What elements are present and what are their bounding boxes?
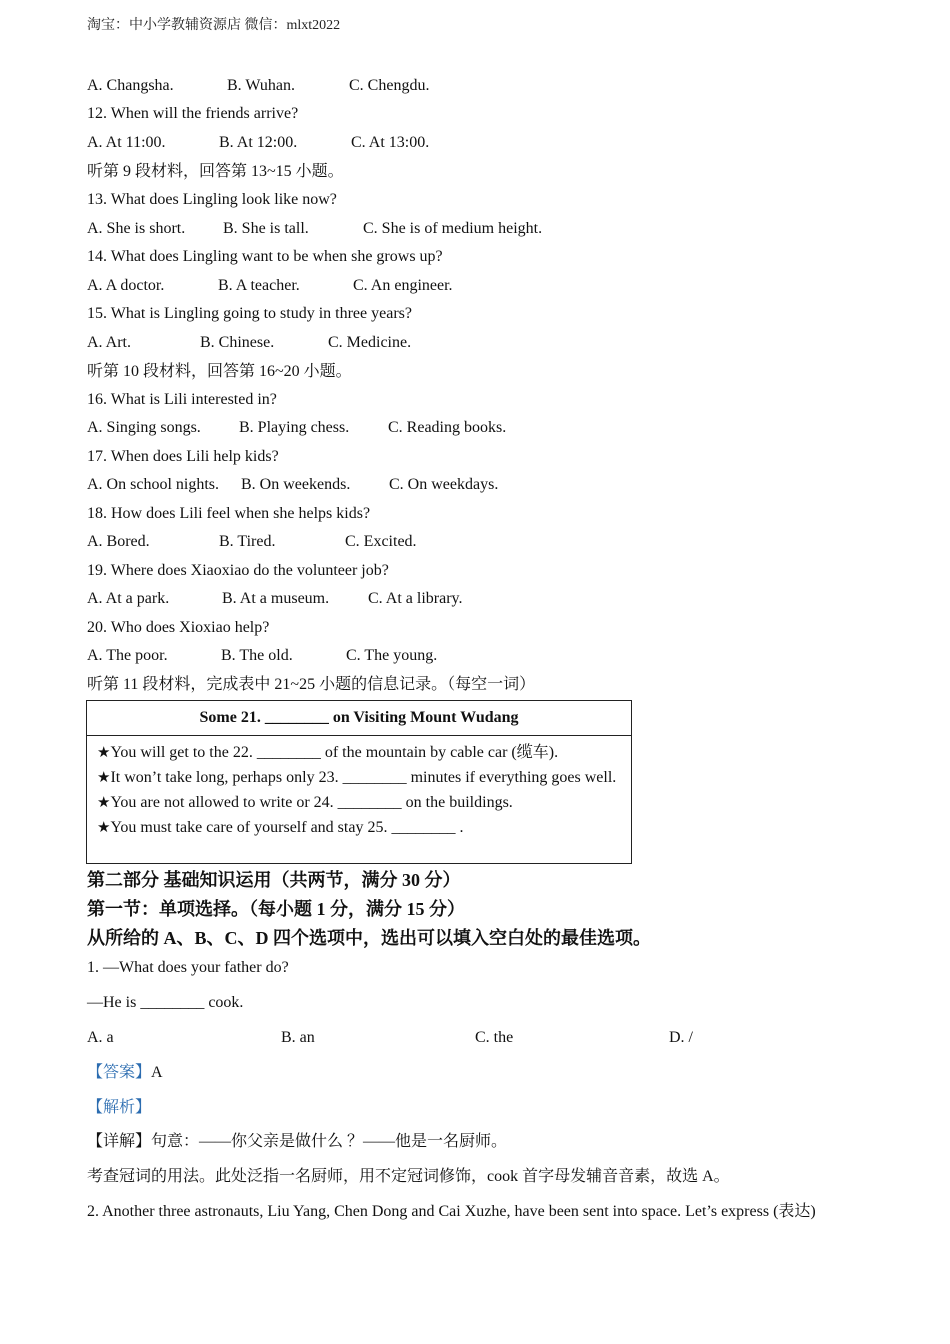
q11-option-b: B. Wuhan. <box>227 77 295 94</box>
q19-option-b: B. At a museum. <box>222 590 330 607</box>
q14-option-b: B. A teacher. <box>218 277 300 294</box>
q11-option-a: A. Changsha. <box>87 77 174 94</box>
q13-option-c: C. She is of medium height. <box>363 220 543 237</box>
q14-text: 14. What does Lingling want to be when she grows up? <box>87 248 443 265</box>
q18-option-b: B. Tired. <box>219 533 276 550</box>
q17-option-b: B. On weekends. <box>241 476 351 493</box>
q16-option-a: A. Singing songs. <box>87 419 201 436</box>
q17-text: 17. When does Lili help kids? <box>87 448 279 465</box>
q17-option-c: C. On weekdays. <box>389 476 499 493</box>
table-row-text: You will get to the 22. ________ of the mountain by cable car (缆车). <box>110 744 559 761</box>
q15-option-b: B. Chinese. <box>200 334 275 351</box>
analysis-label: 【解析】 <box>87 1099 152 1116</box>
table-row <box>97 792 621 813</box>
answer-value: A <box>151 1064 163 1081</box>
q12-text: 12. When will the friends arrive? <box>87 105 299 122</box>
q14-option-a: A. A doctor. <box>87 277 165 294</box>
table-body <box>87 736 631 838</box>
table-row-text: It won’t take long, perhaps only 23. ________ minutes if everything goes well. <box>110 769 617 786</box>
q18-option-a: A. Bored. <box>87 533 150 550</box>
star-icon: ★ <box>97 768 111 786</box>
q19-option-c: C. At a library. <box>368 590 463 607</box>
mc1-detail: 【详解】句意：——你父亲是做什么 ？——他是一名厨师。 <box>87 1133 508 1150</box>
table-row-text: You must take care of yourself and stay 25. ________ . <box>110 819 464 836</box>
mc1-explanation: 考查冠词的用法。此处泛指一名厨师，用不定冠词修饰，cook 首字母发辅音音素，故选 A。 <box>87 1168 730 1185</box>
section9-heading: 听第 9 段材料，回答第 13~15 小题。 <box>87 163 344 180</box>
q2-text: 2. Another three astronauts, Liu Yang, Chen Dong and Cai Xuzhe, have been sent into space. Let’s express (表达) <box>87 1203 816 1220</box>
info-table <box>86 700 632 864</box>
answer-label: 【答案】 <box>87 1064 152 1081</box>
q18-text: 18. How does Lili feel when she helps kids? <box>87 505 371 522</box>
q20-option-c: C. The young. <box>346 647 438 664</box>
q17-option-a: A. On school nights. <box>87 476 219 493</box>
mc1-option-c: C. the <box>475 1029 514 1046</box>
instruction: 从所给的 A、B、C、D 四个选项中，选出可以填入空白处的最佳选项。 <box>87 928 651 948</box>
q15-option-a: A. Art. <box>87 334 131 351</box>
section1-title: 第一节：单项选择。（每小题 1 分，满分 15 分） <box>87 899 465 919</box>
mc1-option-d: D. / <box>669 1029 693 1046</box>
mc1-reply: —He is ________ cook. <box>87 994 244 1011</box>
q20-text: 20. Who does Xioxiao help? <box>87 619 270 636</box>
q14-option-c: C. An engineer. <box>353 277 453 294</box>
q16-option-c: C. Reading books. <box>388 419 507 436</box>
q13-option-a: A. She is short. <box>87 220 186 237</box>
page-header: 淘宝：中小学教辅资源店 微信：mlxt2022 <box>87 18 341 33</box>
q11-option-c: C. Chengdu. <box>349 77 430 94</box>
q20-option-a: A. The poor. <box>87 647 168 664</box>
q19-text: 19. Where does Xiaoxiao do the volunteer job? <box>87 562 389 579</box>
q12-option-a: A. At 11:00. <box>87 134 166 151</box>
q13-option-b: B. She is tall. <box>223 220 309 237</box>
q13-text: 13. What does Lingling look like now? <box>87 191 337 208</box>
mc1-option-b: B. an <box>281 1029 315 1046</box>
q19-option-a: A. At a park. <box>87 590 170 607</box>
q16-option-b: B. Playing chess. <box>239 419 350 436</box>
table-title: Some 21. ________ on Visiting Mount Wudang <box>87 701 631 736</box>
q18-option-c: C. Excited. <box>345 533 417 550</box>
table-row-text: You are not allowed to write or 24. ________ on the buildings. <box>110 794 513 811</box>
part2-title: 第二部分 基础知识运用（共两节，满分 30 分） <box>87 870 461 890</box>
table-row <box>97 767 621 788</box>
mc1-answer <box>87 1063 163 1083</box>
star-icon: ★ <box>97 743 111 761</box>
star-icon: ★ <box>97 818 111 836</box>
q12-option-b: B. At 12:00. <box>219 134 298 151</box>
q15-text: 15. What is Lingling going to study in three years? <box>87 305 412 322</box>
section10-heading: 听第 10 段材料，回答第 16~20 小题。 <box>87 363 352 380</box>
q15-option-c: C. Medicine. <box>328 334 412 351</box>
mc1-question: 1. —What does your father do? <box>87 959 289 976</box>
table-row <box>97 742 621 763</box>
table-row <box>97 817 621 838</box>
mc1-option-a: A. a <box>87 1029 114 1046</box>
section11-heading: 听第 11 段材料，完成表中 21~25 小题的信息记录。（每空一词） <box>87 676 536 693</box>
q16-text: 16. What is Lili interested in? <box>87 391 277 408</box>
star-icon: ★ <box>97 793 111 811</box>
q12-option-c: C. At 13:00. <box>351 134 430 151</box>
q20-option-b: B. The old. <box>221 647 293 664</box>
